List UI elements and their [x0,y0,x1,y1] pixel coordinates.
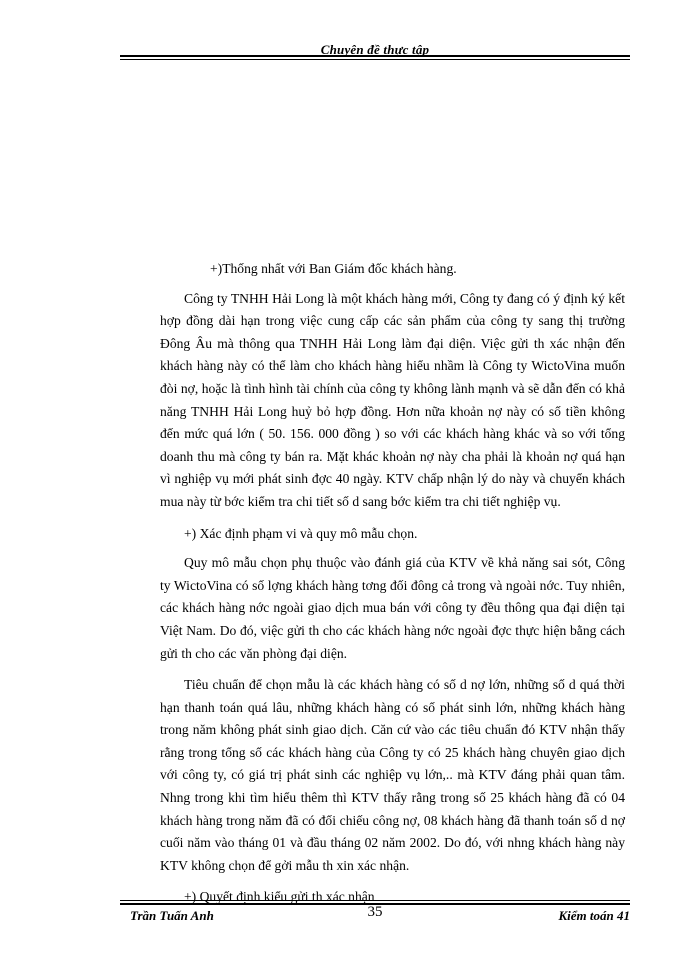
paragraph-sample-criteria: Tiêu chuẩn để chọn mẫu là các khách hàng có số d nợ lớn, những số d quá thời hạn thanh toán quá lâu, những khách hàng có số phát sinh lớn, những khách hàng trong năm không phát sinh giao dịch. Căn cứ vào các tiêu chuẩn đó KTV nhận thấy rằng trong tổng số các khách hàng của Công ty có 25 khách hàng chuyên giao dịch với công ty, có giá trị phát sinh các nghiệp vụ lớn,.. mà KTV đáng phải quan tâm. Nhng trong khi tìm hiểu thêm thì KTV thấy rằng trong số 25 khách hàng đã có 04 khách hàng trong năm đã có đối chiếu công nợ, 08 khách hàng đã thanh toán số d nợ cuối năm vào tháng 01 và đầu tháng 02 năm 2002. Do đó, với nhng khách hàng này KTV không chọn để gởi mẫu th xin xác nhận. [160,677,625,873]
footer-class: Kiểm toán 41 [558,908,630,923]
paragraph-hai-long: Công ty TNHH Hải Long là một khách hàng mới, Công ty đang có ý định ký kết hợp đồng dài hạn trong việc cung cấp các sản phẩm của công ty sang thị trường Đông Âu mà thông qua TNHH Hải Long làm đại diện. Việc gửi th xác nhận đến khách hàng này có thể làm cho khách hàng hiểu nhầm là Công ty WictoVina muốn đòi nợ, hoặc là tình hình tài chính của công ty không lành mạnh và sẽ dẫn đến có khả năng TNHH Hải Long huỷ bỏ hợp đồng. Hơn nữa khoản nợ này có số tiền không đến mức quá lớn ( 50. 156. 000 đồng ) so với các khách hàng khác và so với tổng doanh thu mà công ty bán ra. Mặt khác khoản nợ này cha phải là khoản nợ quá hạn vì nghiệp vụ mới phát sinh đợc 40 ngày. KTV chấp nhận lý do này và chuyển khách mua này từ bớc kiểm tra chi tiết số d sang bớc kiểm tra chi tiết nghiệp vụ. [160,290,625,509]
section-heading-scope: +) Xác định phạm vi và quy mô mẫu chọn. [184,525,418,541]
header-title: Chuyên đề thực tập [320,42,430,57]
section-heading-agreement: +)Thống nhất với Ban Giám đốc khách hàng. [210,261,457,276]
paragraph-sample-size: Quy mô mẫu chọn phụ thuộc vào đánh giá của KTV về khả năng sai sót, Công ty WictoVina có số lợng khách hàng tơng đối đông cả trong và ngoài nớc. Tuy nhiên, các khách hàng nớc ngoài giao dịch mua bán với công ty đều thông qua đại diện tại Việt Nam. Do đó, việc gửi th cho các khách hàng nớc ngoài đợc thực hiện bằng cách gửi th cho các văn phòng đại diện. [160,555,625,661]
document-body [160,258,625,916]
footer-author: Trần Tuấn Anh [130,908,214,923]
section-heading-confirmation-type: +) Quyết định kiểu gửi th xác nhận [184,889,375,905]
header-rule [120,55,630,60]
page-number: 35 [367,904,383,920]
